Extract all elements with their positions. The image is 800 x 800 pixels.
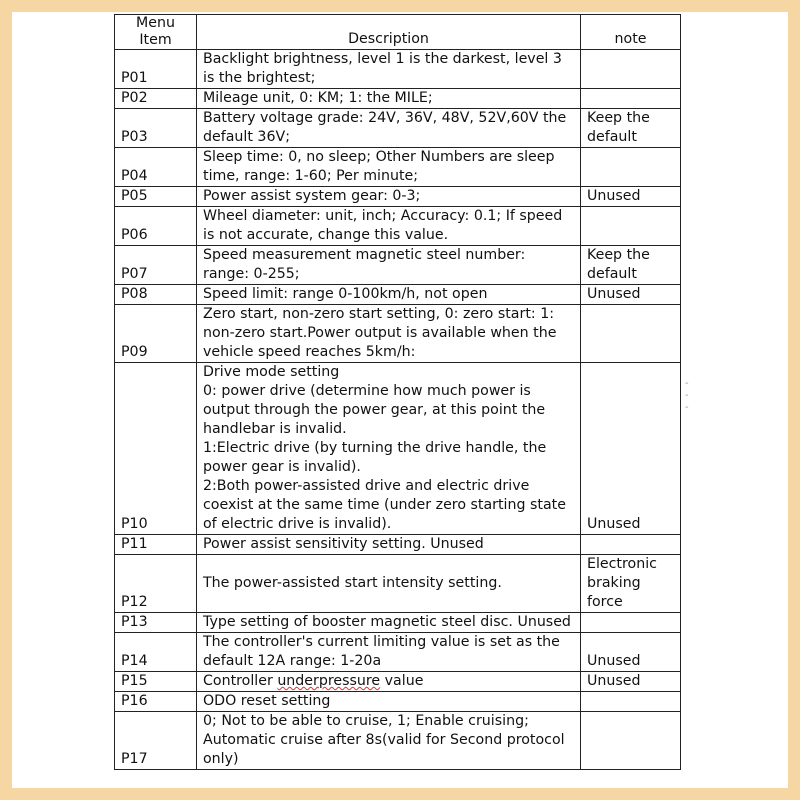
- table-row: [115, 692, 681, 712]
- description-text: Controller: [203, 673, 278, 689]
- table-row: [115, 712, 681, 770]
- menu-item-code: P02: [115, 89, 197, 109]
- table-row: [115, 207, 681, 246]
- menu-item-code: P15: [115, 672, 197, 692]
- menu-item-code: P09: [115, 305, 197, 363]
- row-description: Wheel diameter: unit, inch; Accuracy: 0.1; If speed is not accurate, change this value.: [197, 207, 581, 246]
- row-description: [197, 672, 581, 692]
- row-description: The controller's current limiting value is set as the default 12A range: 1-20a: [197, 633, 581, 672]
- table-row: [115, 363, 681, 535]
- menu-item-code: P10: [115, 363, 197, 535]
- row-note: [581, 535, 681, 555]
- row-note: [581, 89, 681, 109]
- menu-item-code: P12: [115, 555, 197, 613]
- menu-item-code: P14: [115, 633, 197, 672]
- row-description: [197, 363, 581, 535]
- menu-item-code: P01: [115, 50, 197, 89]
- menu-item-code: P06: [115, 207, 197, 246]
- table-row: [115, 109, 681, 148]
- row-note: [581, 613, 681, 633]
- row-description: Mileage unit, 0: KM; 1: the MILE;: [197, 89, 581, 109]
- row-description: Backlight brightness, level 1 is the darkest, level 3 is the brightest;: [197, 50, 581, 89]
- menu-item-code: P04: [115, 148, 197, 187]
- menu-item-code: P17: [115, 712, 197, 770]
- document-page: [12, 12, 788, 788]
- row-note: [581, 207, 681, 246]
- parameter-table: [114, 14, 681, 770]
- row-description: Sleep time: 0, no sleep; Other Numbers are sleep time, range: 1-60; Per minute;: [197, 148, 581, 187]
- row-description: Speed measurement magnetic steel number: range: 0-255;: [197, 246, 581, 285]
- menu-item-code: P08: [115, 285, 197, 305]
- row-description: Power assist system gear: 0-3;: [197, 187, 581, 207]
- row-note: Unused: [581, 672, 681, 692]
- row-description: Power assist sensitivity setting. Unused: [197, 535, 581, 555]
- header-menu-item: [115, 15, 197, 50]
- menu-item-code: P03: [115, 109, 197, 148]
- table-row: [115, 305, 681, 363]
- table-row: [115, 246, 681, 285]
- row-note: Keep the default: [581, 109, 681, 148]
- table-row: [115, 633, 681, 672]
- drive-mode-option-2: 2:Both power-assisted drive and electric drive coexist at the same time (under zero starting state of electric drive is invalid).: [203, 478, 566, 532]
- row-note: [581, 50, 681, 89]
- row-description: Type setting of booster magnetic steel disc. Unused: [197, 613, 581, 633]
- row-note: Electronic braking force: [581, 555, 681, 613]
- menu-item-code: P11: [115, 535, 197, 555]
- row-note: Unused: [581, 285, 681, 305]
- menu-item-code: P13: [115, 613, 197, 633]
- page-edge-marks: - - -: [685, 378, 689, 413]
- row-note: [581, 305, 681, 363]
- table-row: [115, 555, 681, 613]
- table-header-row: [115, 15, 681, 50]
- header-item-top: Menu: [136, 15, 175, 31]
- row-description: Battery voltage grade: 24V, 36V, 48V, 52V,60V the default 36V;: [197, 109, 581, 148]
- row-note: Keep the default: [581, 246, 681, 285]
- row-note: [581, 712, 681, 770]
- row-note: [581, 148, 681, 187]
- menu-item-code: P07: [115, 246, 197, 285]
- row-description: Speed limit: range 0-100km/h, not open: [197, 285, 581, 305]
- row-note: [581, 692, 681, 712]
- menu-item-code: P16: [115, 692, 197, 712]
- row-description: 0; Not to be able to cruise, 1; Enable cruising; Automatic cruise after 8s(valid for Second protocol only): [197, 712, 581, 770]
- header-description: Description: [197, 15, 581, 50]
- row-note: Unused: [581, 187, 681, 207]
- table-row: [115, 187, 681, 207]
- description-text: value: [380, 673, 424, 689]
- table-row: [115, 148, 681, 187]
- drive-mode-title: Drive mode setting: [203, 364, 340, 380]
- table-row: [115, 89, 681, 109]
- drive-mode-option-0: 0: power drive (determine how much power is output through the power gear, at this point the handlebar is invalid.: [203, 383, 546, 437]
- spellcheck-underlined-word: underpressure: [277, 673, 381, 689]
- table-row: [115, 50, 681, 89]
- table-row: [115, 285, 681, 305]
- table-row: [115, 613, 681, 633]
- row-description: Zero start, non-zero start setting, 0: zero start: 1: non-zero start.Power output is available when the vehicle speed reaches 5km/h:: [197, 305, 581, 363]
- drive-mode-option-1: 1:Electric drive (by turning the drive handle, the power gear is invalid).: [203, 440, 547, 475]
- row-description: The power-assisted start intensity setting.: [197, 555, 581, 613]
- row-description: ODO reset setting: [197, 692, 581, 712]
- table-row: [115, 672, 681, 692]
- row-note: Unused: [581, 633, 681, 672]
- header-item-bottom: Item: [139, 32, 172, 48]
- header-note: note: [581, 15, 681, 50]
- menu-item-code: P05: [115, 187, 197, 207]
- table-row: [115, 535, 681, 555]
- row-note: Unused: [581, 363, 681, 535]
